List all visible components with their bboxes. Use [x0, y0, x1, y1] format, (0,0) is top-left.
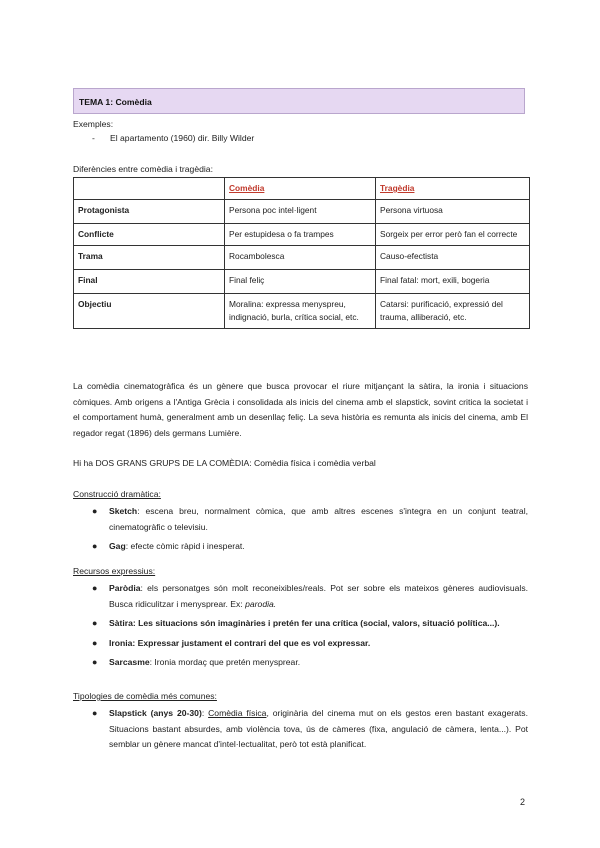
- bullet-icon: ●: [92, 637, 98, 648]
- examples-label: Exemples:: [73, 119, 114, 129]
- resources-heading: Recursos expressius:: [73, 566, 156, 576]
- comedy-cell: Persona poc intel·ligent: [225, 200, 376, 224]
- examples-dash: -: [92, 133, 95, 143]
- row-label: Objectiu: [74, 294, 225, 329]
- bullet-icon: ●: [92, 541, 98, 551]
- table-row: [74, 246, 530, 270]
- header-tragedy: Tragèdia: [376, 178, 530, 200]
- definition: , originària del cinema mut on els gestos eren bastant exagerats. Situacions bastant absurdes, amb violència tova, ús de càmeres (fixa, angulació de càmera, lenta...). Pot semblar un gènere mancat d'intel·lectualitat, però tot està planificat.: [109, 708, 528, 749]
- bullet-icon: ●: [92, 618, 98, 628]
- table-row: [74, 224, 530, 246]
- example: parodia.: [245, 598, 277, 609]
- construction-list: [92, 504, 528, 559]
- list-item: [92, 504, 528, 535]
- comparison-table: [73, 177, 530, 329]
- row-label: Conflicte: [74, 224, 225, 246]
- groups-line: Hi ha DOS GRANS GRUPS DE LA COMÈDIA: Comèdia física i comèdia verbal: [73, 458, 376, 468]
- definition: : els personatges són molt reconeixibles/reals. Pot ser sobre els mateixos gèneres audiovisuals. Busca ridiculitzar i menysprear. Ex:: [109, 583, 528, 609]
- bullet-icon: ●: [92, 708, 98, 718]
- tragedy-cell: Final fatal: mort, exili, bogeria: [376, 270, 530, 294]
- construction-heading: Construcció dramàtica:: [73, 489, 161, 499]
- comedy-cell: Final feliç: [225, 270, 376, 294]
- list-item: [92, 581, 528, 612]
- comedy-cell: Moralina: expressa menyspreu, indignació, burla, crítica social, etc.: [225, 294, 376, 329]
- tragedy-cell: Catarsi: purificació, expressió del trauma, alliberació, etc.: [376, 294, 530, 329]
- table-row: [74, 294, 530, 329]
- table-row: [74, 200, 530, 224]
- term: Paròdia: [109, 583, 141, 593]
- term: Gag: [109, 541, 126, 551]
- intro-paragraph: La comèdia cinematogràfica és un gènere que busca provocar el riure mitjançant la sàtira, la ironia i situacions còmiques. Amb origens a l'Antiga Grècia i consolidada als inicis del cinema amb el slapstick, sovint critica la societat i el comportament humà, generalment amb un desenllaç feliç. La seva història es remunta als inicis del cinema, amb El regador regat (1896) dels germans Lumière.: [73, 381, 528, 438]
- comedy-cell: Per estupidesa o fa trampes: [225, 224, 376, 246]
- term: Sketch: [109, 506, 138, 516]
- bullet-icon: ●: [92, 657, 98, 667]
- list-item: [92, 636, 528, 652]
- definition: : Ironia mordaç que pretén menysprear.: [149, 657, 301, 667]
- tragedy-cell: Causo-efectista: [376, 246, 530, 270]
- comparison-intro: Diferències entre comèdia i tragèdia:: [73, 164, 213, 174]
- list-item: [92, 539, 528, 555]
- row-label: Final: [74, 270, 225, 294]
- bullet-icon: ●: [92, 506, 98, 516]
- comedy-cell: Rocambolesca: [225, 246, 376, 270]
- term: Slapstick (anys 20-30): [109, 708, 202, 718]
- typologies-list: [92, 706, 528, 757]
- list-item: [92, 655, 528, 671]
- definition: : escena breu, normalment còmica, que amb altres escenes s'integra en un conjunt teatral, cinematogràfic o televisiu.: [109, 506, 528, 532]
- table-corner-cell: [74, 178, 225, 200]
- resources-list: [92, 581, 528, 675]
- tragedy-cell: Sorgeix per error però fan el correcte: [376, 224, 530, 246]
- ironia-text: Ironia: Expressar justament el contrari del que es vol expressar.: [109, 637, 371, 648]
- physical-comedy-link: Comèdia física: [208, 708, 267, 718]
- satira-text: Sàtira: Les situacions són imaginàries i pretén fer una crítica (social, valors, situació política...).: [109, 618, 500, 628]
- examples-item: El apartamento (1960) dir. Billy Wilder: [110, 133, 255, 143]
- tragedy-cell: Persona virtuosa: [376, 200, 530, 224]
- header-comedy: Comèdia: [225, 178, 376, 200]
- table-row: [74, 270, 530, 294]
- term: Sarcasme: [109, 657, 150, 667]
- page-number: 2: [520, 797, 526, 807]
- typologies-heading: Tipologies de comèdia més comunes:: [73, 691, 217, 701]
- row-label: Protagonista: [74, 200, 225, 224]
- list-item: [92, 616, 528, 632]
- definition: : efecte còmic ràpid i inesperat.: [125, 541, 245, 551]
- topic-title: TEMA 1: Comèdia: [79, 97, 152, 107]
- colon: :: [201, 708, 209, 718]
- bullet-icon: ●: [92, 583, 98, 593]
- table-header-row: [74, 178, 530, 200]
- topic-title-box: [73, 88, 525, 114]
- list-item: [92, 706, 528, 753]
- row-label: Trama: [74, 246, 225, 270]
